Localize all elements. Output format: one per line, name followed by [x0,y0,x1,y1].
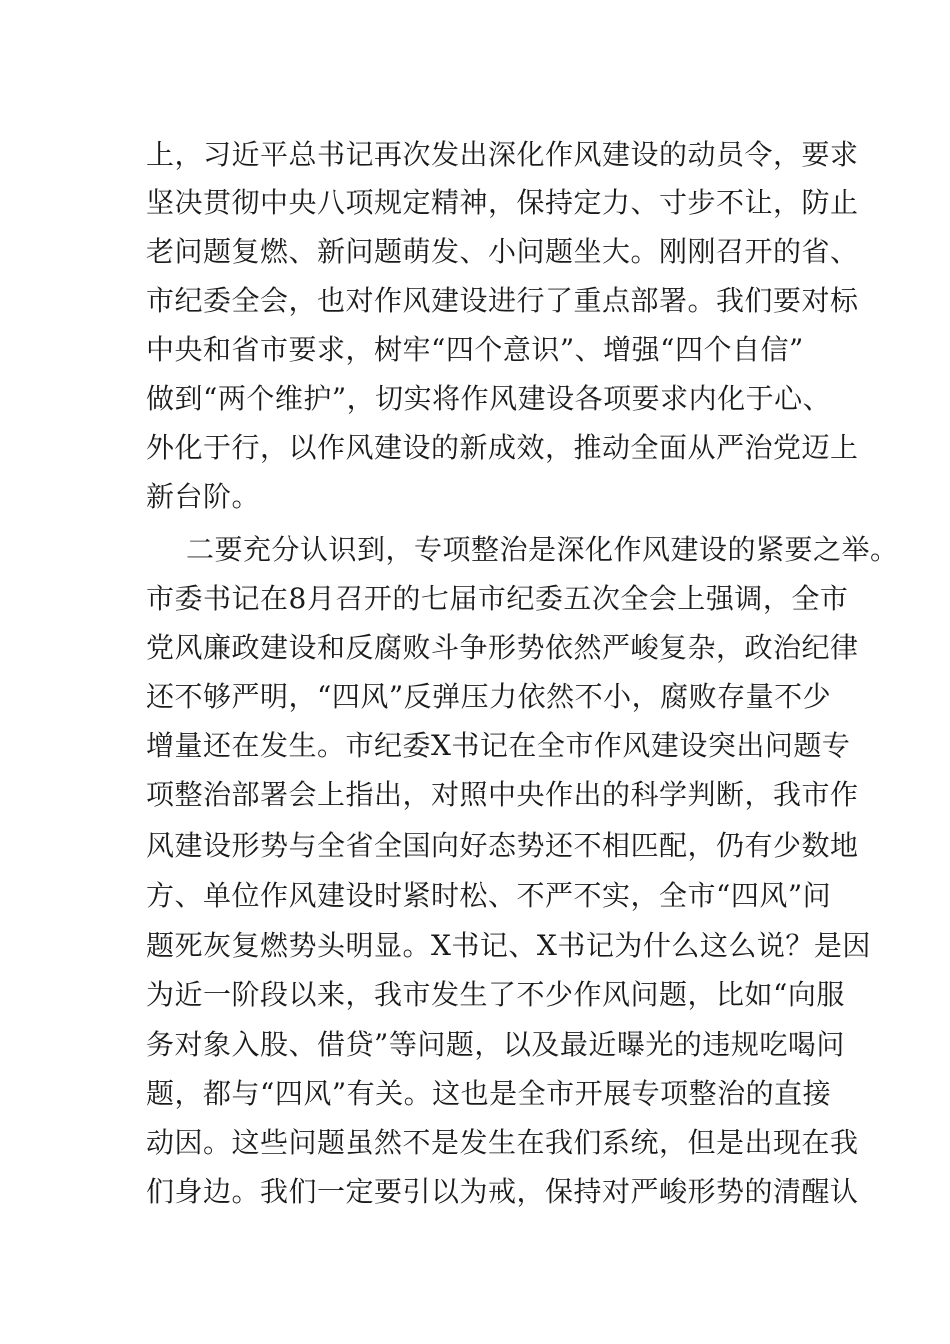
text-line: 们身边。我们一定要引以为戒，保持对严峻形势的清醒认 [146,1175,859,1208]
text-line: 新台阶。 [146,480,261,513]
text-line: 题，都与“四风”有关。这也是全市开展专项整治的直接 [146,1077,832,1110]
text-line: 中央和省市要求，树牢“四个意识”、增强“四个自信” [146,333,804,366]
paragraph-first-line: 二要充分认识到，专项整治是深化作风建设的紧要之举。 [186,533,899,566]
text-line: 市纪委全会，也对作风建设进行了重点部署。我们要对标 [146,284,859,317]
text-line: 动因。这些问题虽然不是发生在我们系统，但是出现在我 [146,1126,859,1159]
text-line: 为近一阶段以来，我市发生了不少作风问题，比如“向服 [146,978,845,1011]
text-line: 党风廉政建设和反腐败斗争形势依然严峻复杂，政治纪律 [146,631,859,664]
text-line: 务对象入股、借贷”等问题，以及最近曝光的违规吃喝问 [146,1028,845,1061]
text-line: 还不够严明，“四风”反弹压力依然不小，腐败存量不少 [146,680,832,713]
text-line: 方、单位作风建设时紧时松、不严不实，全市“四风”问 [146,879,832,912]
text-line: 题死灰复燃势头明显。X书记、X书记为什么这么说？是因 [146,929,871,962]
text-line: 外化于行，以作风建设的新成效，推动全面从严治党迈上 [146,431,859,464]
text-line: 坚决贯彻中央八项规定精神，保持定力、寸步不让，防止 [146,186,859,219]
text-line: 上，习近平总书记再次发出深化作风建设的动员令，要求 [146,138,859,171]
text-line: 老问题复燃、新问题萌发、小问题坐大。刚刚召开的省、 [146,235,859,268]
text-line: 做到“两个维护”，切实将作风建设各项要求内化于心、 [146,382,832,415]
text-line: 增量还在发生。市纪委X书记在全市作风建设突出问题专 [146,729,851,762]
text-line: 市委书记在8月召开的七届市纪委五次全会上强调，全市 [146,582,849,615]
text-line: 风建设形势与全省全国向好态势还不相匹配，仍有少数地 [146,829,859,862]
text-line: 项整治部署会上指出，对照中央作出的科学判断，我市作 [146,778,859,811]
